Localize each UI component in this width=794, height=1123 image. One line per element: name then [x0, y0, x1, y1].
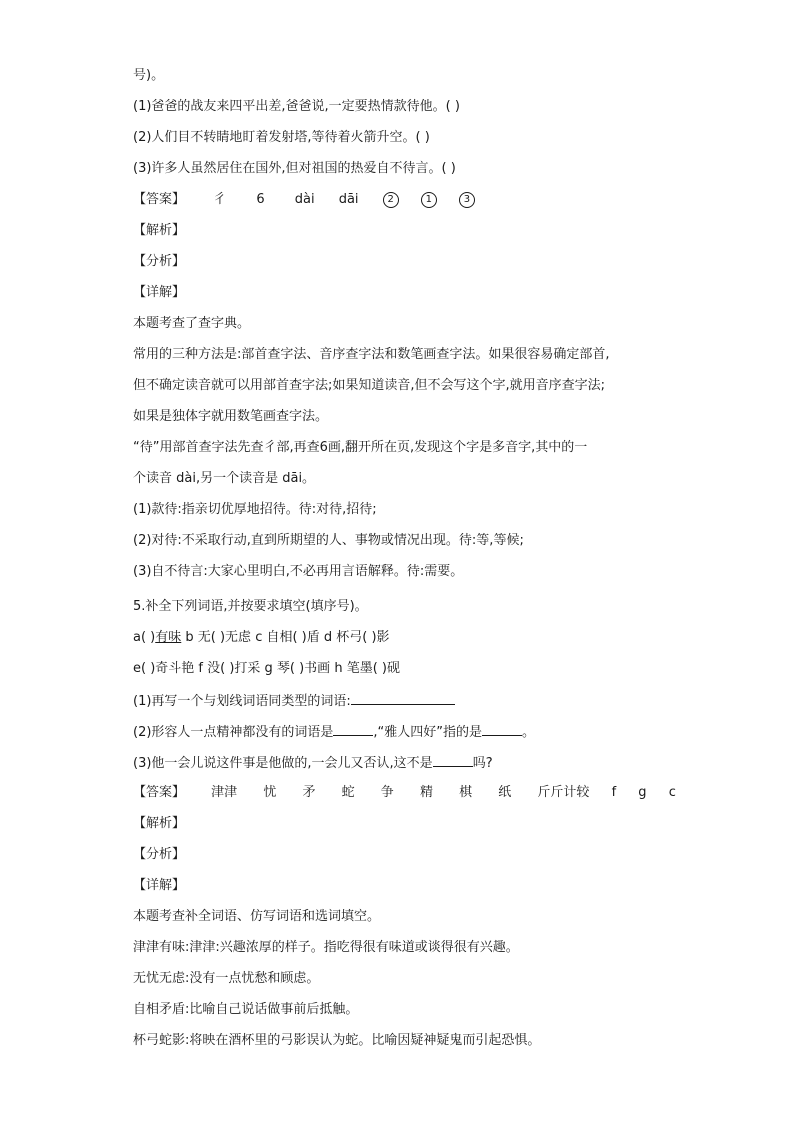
answer-item: 斤斤计较: [537, 785, 590, 800]
explanation-line: 但不确定读音就可以用部首查字法;如果知道读音,但不会写这个字,就用音序查字法;: [133, 378, 606, 393]
answer-label: 【答案】: [133, 192, 186, 207]
answer-blank: [351, 690, 455, 705]
answer-item: 矛: [302, 785, 316, 800]
q5-sub-3-text: 吗?: [472, 756, 493, 771]
answer-item: 6: [256, 192, 265, 207]
circled-number: 2: [383, 192, 399, 208]
answer-item: c: [668, 785, 676, 800]
answer-item: dài: [294, 192, 315, 207]
answer-line-2: [133, 783, 693, 803]
explanation-line: 无忧无虑:没有一点忧愁和顾虑。: [133, 971, 320, 986]
q5-sub-2-text: ,“雅人四好”指的是: [373, 725, 483, 740]
explanation-line: 自相矛盾:比喻自己说话做事前后抵触。: [133, 1002, 359, 1017]
text-line: 号)。: [133, 68, 165, 83]
answer-item: 争: [380, 785, 394, 800]
q5-item-a: a( ): [133, 630, 156, 645]
answer-blank: [433, 752, 473, 767]
answer-item: 纸: [498, 785, 512, 800]
answer-line-1: [133, 190, 693, 210]
q5-items-bcd: b 无( )无虑 c 自相( )盾 d 杯弓( )影: [181, 630, 390, 645]
answer-item: 精: [419, 785, 433, 800]
answer-blank: [482, 721, 522, 736]
question-1: (1)爸爸的战友来四平出差,爸爸说,一定要热情款待他。( ): [133, 99, 460, 114]
explanation-line: 津津有味:津津:兴趣浓厚的样子。指吃得很有味道或谈得很有兴趣。: [133, 940, 519, 955]
explanation-line: 个读音 dài,另一个读音是 dāi。: [133, 471, 316, 486]
explanation-line: (1)款待:指亲切优厚地招待。待:对待,招待;: [133, 502, 377, 517]
q5-row-1: [133, 628, 693, 648]
explanation-line: 本题考查补全词语、仿写词语和选词填空。: [133, 909, 381, 924]
circled-number: 1: [421, 192, 437, 208]
q5-sub-2-text: (2)形容人一点精神都没有的词语是: [133, 725, 334, 740]
explanation-line: 常用的三种方法是:部首查字法、音序查字法和数笔画查字法。如果很容易确定部首,: [133, 347, 610, 362]
explanation-line: 如果是独体字就用数笔画查字法。: [133, 409, 329, 424]
underlined-word: 有味: [155, 630, 182, 645]
question-2: (2)人们目不转睛地盯着发射塔,等待着火箭升空。( ): [133, 130, 430, 145]
q5-sub-1-text: (1)再写一个与划线词语同类型的词语:: [133, 694, 351, 709]
explanation-line: “待”用部首查字法先查彳部,再查6画,翻开所在页,发现这个字是多音字,其中的一: [133, 440, 588, 455]
q5-row-2: e( )奇斗艳 f 没( )打采 g 琴( )书画 h 笔墨( )砚: [133, 661, 400, 676]
section-fenxi: 【分析】: [133, 254, 186, 269]
explanation-line: (3)自不待言:大家心里明白,不必再用言语解释。待:需要。: [133, 564, 464, 579]
section-jiexi: 【解析】: [133, 223, 186, 238]
explanation-line: 本题考查了查字典。: [133, 316, 251, 331]
q5-sub-3: [133, 752, 693, 774]
answer-item: f: [611, 785, 617, 800]
question-5-title: 5.补全下列词语,并按要求填空(填序号)。: [133, 599, 368, 614]
answer-item: 忧: [263, 785, 277, 800]
answer-item: 蛇: [341, 785, 355, 800]
answer-item: 津津: [211, 785, 238, 800]
section-jiexi: 【解析】: [133, 816, 186, 831]
q5-sub-2-text: 。: [522, 725, 536, 740]
q5-sub-3-text: (3)他一会儿说这件事是他做的,一会儿又否认,这不是: [133, 756, 433, 771]
circled-number: 3: [459, 192, 475, 208]
answer-item: 彳: [213, 192, 227, 207]
answer-label: 【答案】: [133, 785, 186, 800]
q5-sub-2: [133, 721, 693, 743]
answer-blank: [333, 721, 373, 736]
section-fenxi: 【分析】: [133, 847, 186, 862]
section-xiangjie: 【详解】: [133, 878, 186, 893]
question-3: (3)许多人虽然居住在国外,但对祖国的热爱自不待言。( ): [133, 161, 456, 176]
explanation-line: (2)对待:不采取行动,直到所期望的人、事物或情况出现。待:等,等候;: [133, 533, 524, 548]
answer-item: 棋: [459, 785, 473, 800]
explanation-line: 杯弓蛇影:将映在酒杯里的弓影误认为蛇。比喻因疑神疑鬼而引起恐惧。: [133, 1033, 541, 1048]
section-xiangjie: 【详解】: [133, 285, 186, 300]
answer-item: g: [638, 785, 647, 800]
q5-sub-1: [133, 690, 693, 712]
answer-item: dāi: [338, 192, 359, 207]
